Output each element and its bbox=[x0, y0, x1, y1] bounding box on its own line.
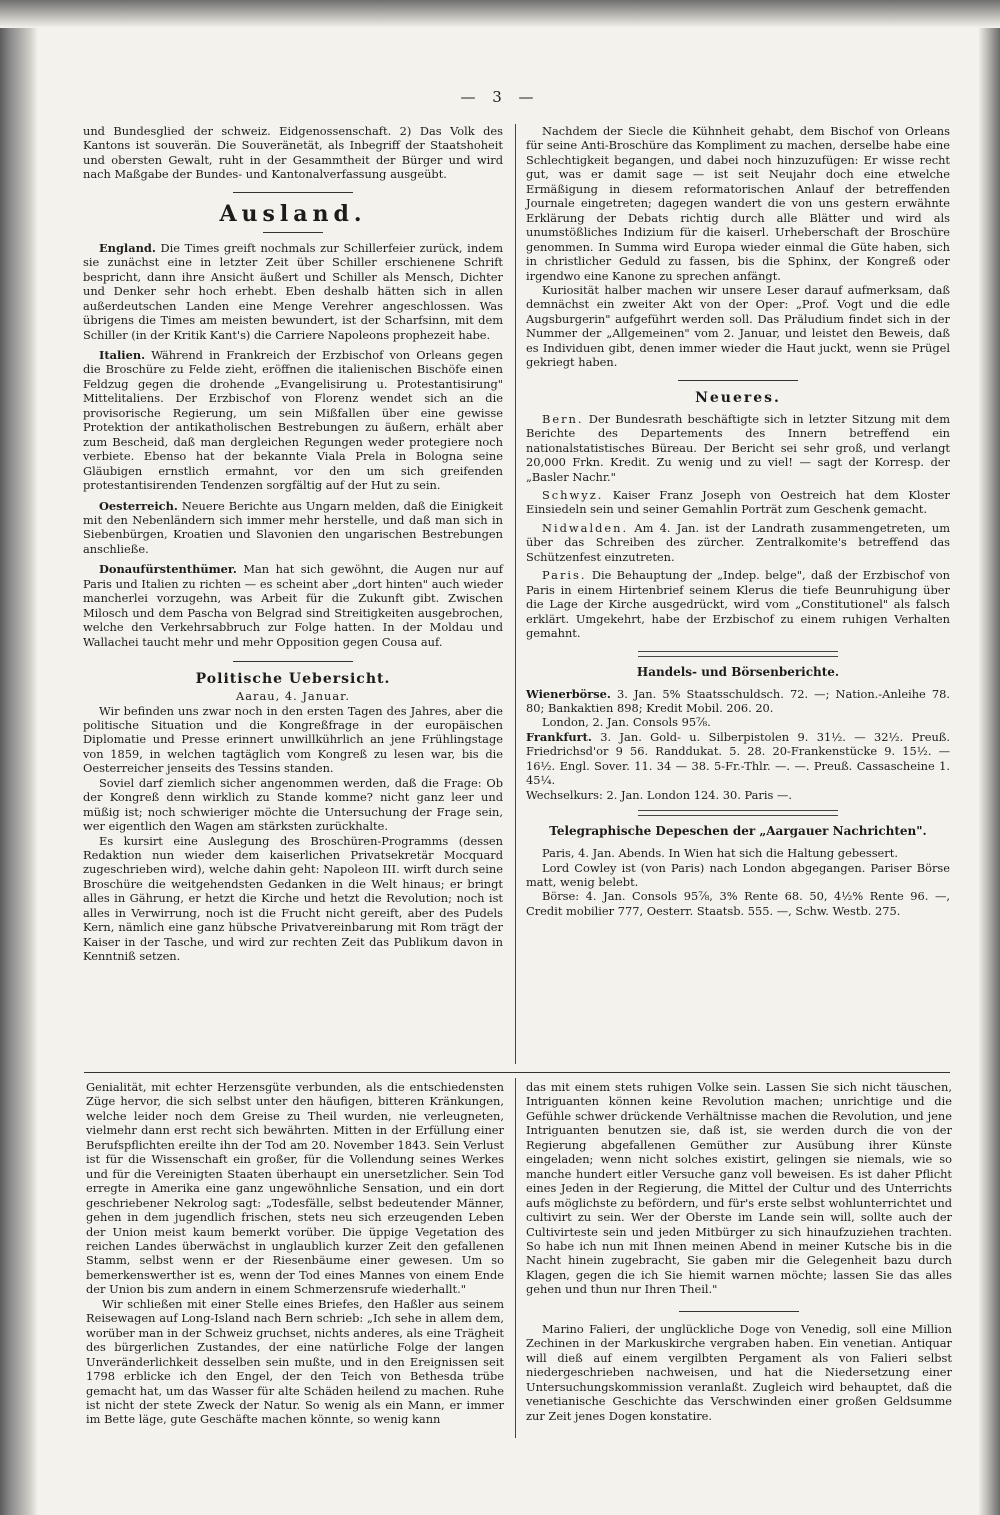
feuilleton-paragraph: Genialität, mit echter Herzensgüte verbunden, als die entschiedensten Züge hervor, die sich selbst unter den häufigen, bitteren Kränkungen, welche leider noch dem Greise zu Theil wurden, nie verleugneten, vielmehr dann erst recht sich bewährten. Mitten in der Erfüllung einer Berufspflichten ereilte ihn der Tod am 20. November 1843. Sein Verlust ist für die Wissenschaft ein großer, für die Vollendung seines Werkes und für die Vereinigten Staaten überhaupt ein unersetzlicher. Sein Tod erregte in Amerika eine ganz ungewöhnliche Sensation, und ein dort geschriebener Nekrolog sagt: „Todesfälle, selbst bedeutender Männer, gehen in dem jugendlich frischen, stets neu sich erzeugenden Leben der Union meist kaum bemerkt vorüber. Die üppige Vegetation des reichen Landes überwächst in unglaublich kurzer Zeit den gefallenen Stamm, selbst wenn er der Riesenbäume einer gewesen. Um so bemerkenswerther ist es, wenn der Tod eines Mannes von einem Ende der Union bis zum andern in einem Schmerzensrufe wiederhallt." bbox=[86, 1080, 504, 1297]
schwyz-lead: Schwyz. bbox=[542, 487, 604, 502]
politik-heading: Politische Uebersicht. bbox=[195, 671, 391, 688]
frankfurt-report bbox=[526, 730, 950, 788]
divider bbox=[233, 192, 353, 193]
scan-edge-top bbox=[0, 0, 1000, 28]
divider bbox=[233, 661, 353, 662]
column-divider-bottom bbox=[515, 1078, 516, 1438]
london-report: London, 2. Jan. Consols 95⅞. bbox=[542, 715, 711, 730]
politik-dateline: Aarau, 4. Januar. bbox=[236, 689, 350, 704]
schwyz-article bbox=[526, 488, 950, 517]
divider bbox=[263, 232, 323, 233]
oesterreich-text: Neuere Berichte aus Ungarn melden, daß die Einigkeit mit den Nebenländern sich immer mehr herstelle, und daß man sich in Siebenbürgen, Kroatien und Slavonien den ungarischen Bestrebungen anschließe. bbox=[83, 498, 503, 556]
oesterreich-lead: Oesterreich. bbox=[99, 498, 178, 513]
nidwalden-article bbox=[526, 521, 950, 564]
feuilleton-paragraph: das mit einem stets ruhigen Volke sein. Lassen Sie sich nicht täuschen, Intriguanten können keine Revolution machen; unrichtige und die Gefühle schwer drückende Verhältnisse machen die Revolution, und jene Intriguanten benutzen sie, daß ist, sie werden durch die von der Regierung abgefallenen Gemüther zur Ausübung ihrer Künste eingeladen; wenn nicht solches existirt, gelingen sie niemals, wie so manche hundert eitler Versuche ganz voll beweisen. Es ist daher Pflicht eines Jeden in der Regierung, die Mittel der Cultur und des Unterrichts aufs möglichste zu befördern, und für's erste selbst wohlunterrichtet und cultivirt zu sein. Wer der Oberste im Lande sein will, sollte auch der Cultivirteste sein und jeden Mitbürger zu sich hinaufzuziehen trachten. So habe ich nun mit Ihnen meinen Abend in meiner Kutsche bis in die Nacht hinein zugebracht, Sie gaben mir die Gelegenheit bazu durch Klagen, gegen die ich Sie hiemit warnen möchte; lassen Sie das alles gehen und thun nur Ihren Theil." bbox=[526, 1080, 952, 1297]
scan-edge-right bbox=[978, 0, 1000, 1515]
telegraph-paragraph: Börse: 4. Jan. Consols 95⅞, 3% Rente 68. 50, 4½% Rente 96. —, Credit mobilier 777, Oesterr. Staatsb. 555. —, Schw. Westb. 275. bbox=[526, 889, 950, 918]
schwyz-text: Kaiser Franz Joseph von Oestreich hat dem Kloster Einsiedeln sein und seiner Gemahlin Porträt zum Geschenk gemacht. bbox=[526, 487, 950, 517]
italien-article bbox=[83, 348, 503, 493]
paris-lead: Paris. bbox=[542, 568, 587, 583]
wavy-divider bbox=[638, 651, 838, 657]
feuilleton-left-column bbox=[86, 1080, 504, 1427]
feuilleton-divider bbox=[84, 1072, 950, 1073]
kuriositaet-paragraph: Kuriosität halber machen wir unsere Leser darauf aufmerksam, daß demnächst ein zweiter Akt von der Oper: „Prof. Vogt und die edle Augsburgerin" aufgeführt werden soll. Das Präludium findet sich in der Nummer der „Allgemeinen" vom 2. Januar, und leistet den Beweis, daß es Individuen gibt, denen immer wieder die Haut juckt, wenn sie Prügel gekriegt haben. bbox=[526, 282, 950, 370]
neueres-heading: Neueres. bbox=[695, 389, 781, 406]
canton-intro: und Bundesglied der schweiz. Eidgenossenschaft. 2) Das Volk des Kantons ist souverän. Die Souveränetät, als Inbegriff der Staatshoheit und obersten Gewalt, ruht in der Gesammtheit der Bürger und wird nach Maßgabe der Bundes- und Kantonalverfassung ausgeübt. bbox=[83, 124, 503, 182]
bern-lead: Bern. bbox=[542, 411, 584, 426]
paris-article bbox=[526, 568, 950, 640]
england-text: Die Times greift nochmals zur Schillerfeier zurück, indem sie zunächst eine in letzter Zeit über Schiller erschienene Schrift bespricht, dann ihre Ansicht äußert und Schiller als Mensch, Dichter und Denker sehr hoch erhebt. Eben deshalb hätten sich in allen außerdeutschen Landen eine Menge Verehrer angeschlossen. Was übrigens die Times am meisten bewundert, ist der Scharfsinn, mit dem Schiller (in der Kritik Kant's) die Carriere Napoleons prophezeit habe. bbox=[83, 240, 503, 342]
siecle-paragraph: Nachdem der Siecle die Kühnheit gehabt, dem Bischof von Orleans für seine Anti-Broschüre das Kompliment zu machen, derselbe habe eine Schlechtigkeit begangen, und dabei noch hinzuzufügen: Er wisse recht gut, was er damit sage — ist seit Neujahr doch eine etwelche Ermäßigung in diesem reformatorischen Anlauf der betreffenden Journale eingetreten; dagegen wandert die von uns gestern erwähnte Erklärung der Debats richtig durch alle Blätter und wird als unumstößliches Indizium für die kaiserl. Urheberschaft der Broschüre genommen. In Summa wird Europa wieder einmal die Güte haben, sich in christlicher Geduld zu fassen, bis die Sphinx, der Kongreß oder irgendwo eine Kanone zu sprechen anfängt. bbox=[526, 124, 950, 283]
italien-text: Während in Frankreich der Erzbischof von Orleans gegen die Broschüre zu Felde zieht, eröffnen die italienischen Bischöfe einen Feldzug gegen die drohende „Evangelisirung u. Protestantisirung" Mittelitaliens. Der Erzbischof von Florenz wendet sich an die provisorische Regierung, um sein Mißfallen über eine gewisse Protektion der antikatholischen Bestrebungen zu äußern, erhält aber zum Bescheid, daß man dergleichen Regungen weder protegiere noch verbiete. Ebenso hat der bekannte Viala Prela in Bologna seine Gläubigen ernstlich ermahnt, vor den um sich greifenden protestantisirenden Tendenzen sorgfältig auf der Hut zu sein. bbox=[83, 347, 503, 493]
wien-report bbox=[526, 687, 950, 716]
column-divider-top bbox=[515, 124, 516, 1064]
bern-article bbox=[526, 412, 950, 484]
telegraph-heading: Telegraphische Depeschen der „Aargauer Nachrichten". bbox=[549, 824, 927, 839]
politik-paragraph: Soviel darf ziemlich sicher angenommen werden, daß die Frage: Ob der Kongreß denn wirklich zu Stande komme? nicht ganz leer und müßig ist; noch schwieriger möchte die Untersuchung der Frage sein, wer eigentlich den Wagen am stärksten zurückhalte. bbox=[83, 775, 503, 834]
nidwalden-lead: Nidwalden. bbox=[542, 520, 629, 535]
nidwalden-text: Am 4. Jan. ist der Landrath zusammengetreten, um über das Schreiben des zürcher. Zentralkomite's betreffend das Schützenfest einzutreten. bbox=[526, 520, 951, 564]
wien-text: 3. Jan. 5% Staatsschuldsch. 72. —; Nation.-Anleihe 78. 80; Bankaktien 898; Kredit Mobil. 206. 20. bbox=[526, 686, 951, 715]
divider bbox=[678, 380, 798, 381]
left-column bbox=[83, 124, 503, 964]
page-number: — 3 — bbox=[460, 88, 540, 106]
wavy-divider bbox=[638, 810, 838, 816]
wechselkurs-report: Wechselkurs: 2. Jan. London 124. 30. Paris —. bbox=[526, 787, 792, 802]
telegraph-paragraph: Lord Cowley ist (von Paris) nach London abgegangen. Pariser Börse matt, wenig belebt. bbox=[526, 860, 950, 890]
right-column bbox=[526, 124, 950, 918]
oesterreich-article bbox=[83, 499, 503, 557]
wien-lead: Wienerbörse. bbox=[526, 686, 611, 701]
politik-paragraph: Es kursirt eine Auslegung des Broschüren-Programms (dessen Redaktion nun wieder dem kaiserlichen Privatsekretär Mocquard zugeschrieben wird), welche dahin geht: Napoleon III. wirft durch seine Broschüre die weitgehendsten Gedanken in die Welt hinaus; er bringt alles in Gährung, er hetzt die Kirche und hetzt die Revolution; noch ist alles in Verwirrung, noch ist die Frucht nicht gereift, aber des Pudels Kern, nämlich eine ganz hübsche Privatvereinbarung mit Rom trägt der Kaiser in der Tasche, und wird zur rechten Zeit das Publikum davon in Kenntniß setzen. bbox=[83, 833, 503, 964]
england-article bbox=[83, 241, 503, 342]
bern-text: Der Bundesrath beschäftigte sich in letzter Sitzung mit dem Berichte des Departements des Innern betreffend ein nationalstatistisches Büreau. Der Bericht sei sehr groß, und verlangt 20,000 Frkn. Kredit. Zu wenig und zu viel! — sagt der Korresp. der „Basler Nachr." bbox=[526, 411, 950, 484]
feuilleton-paragraph: Wir schließen mit einer Stelle eines Briefes, den Haßler aus seinem Reisewagen auf Long-Island nach Bern schrieb: „Ich sehe in allem dem, worüber man in der Schweiz gruchset, nichts anderes, als eine Trägheit des bürgerlichen Zustandes, der eine natürliche Folge der langen Unveränderlichkeit desselben sein mußte, und in den Ereignissen seit 1798 erblicke ich den Engel, der den Teich von Bethesda trübe gemacht hat, um das Wasser für alte Schäden heilend zu machen. Ruhe ist nicht der stete Zweck der Natur. So wenig als ein Mann, er immer im Bette läge, gute Geschäfte machen könnte, so wenig kann bbox=[86, 1296, 504, 1427]
telegraph-paragraph: Paris, 4. Jan. Abends. In Wien hat sich die Haltung gebessert. bbox=[542, 846, 898, 861]
italien-lead: Italien. bbox=[99, 347, 146, 362]
scan-edge-left bbox=[0, 0, 38, 1515]
falieri-paragraph: Marino Falieri, der unglückliche Doge von Venedig, soll eine Million Zechinen in der Markuskirche vergraben haben. Ein venetian. Antiquar will dieß auf einem vergilbten Pergament als von Falieri selbst niedergeschrieben nachweisen, und hat die Niedersetzung einer Untersuchungskommission veranlaßt. Zugleich wird behauptet, daß die venetianische Geschichte das Verschwinden einer großen Geldsumme zur Zeit jenes Dogen konstatire. bbox=[526, 1321, 952, 1423]
donau-article bbox=[83, 562, 503, 649]
england-lead: England. bbox=[99, 240, 156, 255]
politik-paragraph: Wir befinden uns zwar noch in den ersten Tagen des Jahres, aber die politische Situation und die Kongreßfrage in der europäischen Diplomatie und Presse erinnert unwillkührlich an jene Frühlingstage von 1859, in welchen tagtäglich vom Kongreß zu lesen war, bis die Oesterreicher jenseits des Tessins standen. bbox=[83, 703, 503, 776]
paris-text: Die Behauptung der „Indep. belge", daß der Erzbischof von Paris in einem Hirtenbrief seinem Klerus die tiefe Beunruhigung über die Lage der Kirche ausgedrückt, wird vom „Constitutionel" als falsch erklärt. Umgekehrt, habe der Erzbischof zu einem ruhigen Verhalten gemahnt. bbox=[526, 568, 951, 641]
donau-lead: Donaufürstenthümer. bbox=[99, 562, 237, 577]
donau-text: Man hat sich gewöhnt, die Augen nur auf Paris und Italien zu richten — es scheint aber „dort hinten" auch wieder mancherlei vorzugehn, was Arbeit für die Zukunft gibt. Zwischen Milosch und dem Pascha von Belgrad sind Streitigkeiten ausgebrochen, welche den Verkehrsabbruch zur Folge hatten. In der Moldau und Wallachei taucht mehr und mehr Opposition gegen Cousa auf. bbox=[83, 562, 503, 649]
handel-heading: Handels- und Börsenberichte. bbox=[636, 664, 840, 679]
frankfurt-lead: Frankfurt. bbox=[526, 729, 592, 744]
feuilleton-right-column bbox=[526, 1080, 952, 1423]
ausland-heading: Ausland. bbox=[219, 200, 367, 227]
frankfurt-text: 3. Jan. Gold- u. Silberpistolen 9. 31½. — 32½. Preuß. Friedrichsd'or 9 56. Randdukat. 5. 28. 20-Frankenstücke 9. 15½. — 16½. Engl. Sover. 11. 34 — 38. 5-Fr.-Thlr. —. —. Preuß. Cassascheine 1. 45¼. bbox=[526, 729, 951, 788]
divider bbox=[679, 1311, 799, 1312]
